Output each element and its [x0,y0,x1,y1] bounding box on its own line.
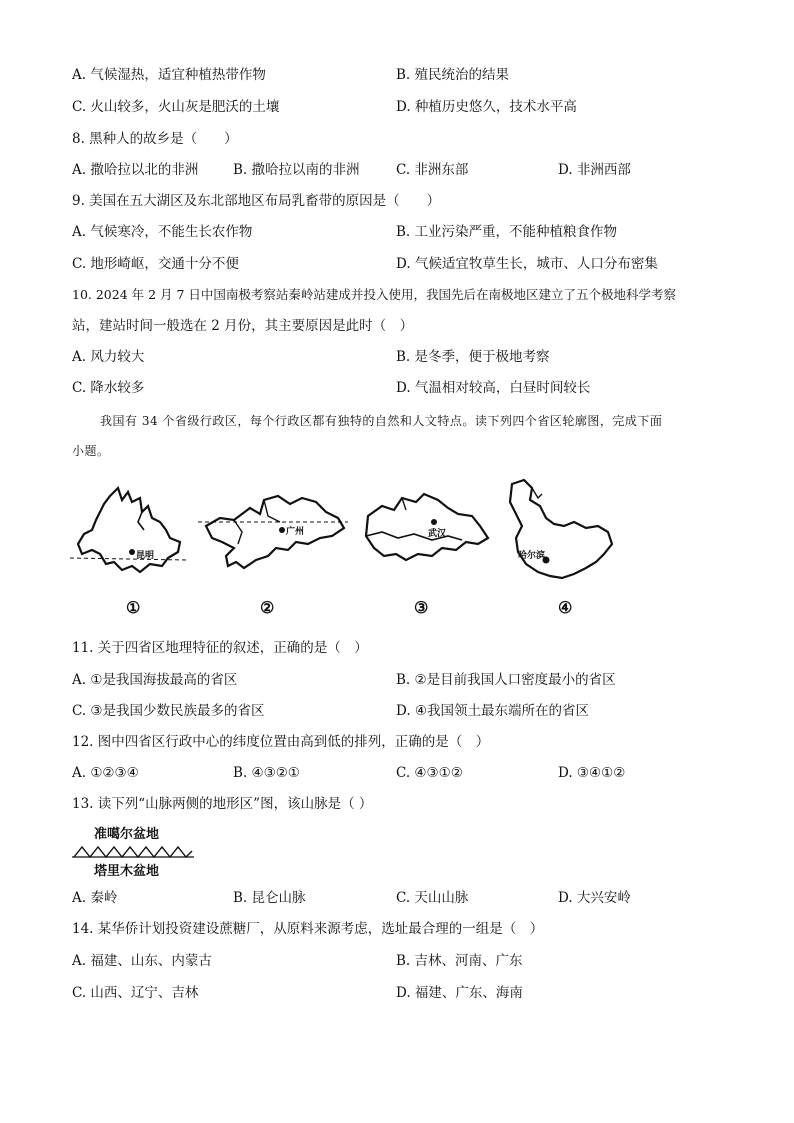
q12-option-c[interactable]: C. ④③①② [396,765,463,781]
q14-stem: 14. 某华侨计划投资建设蔗糖厂，从原料来源考虑，选址最合理的一组是（ ） [72,921,544,937]
q8-stem: 8. 黑种人的故乡是（ ） [72,131,238,147]
q10-option-a[interactable]: A. 风力较大 [72,349,145,365]
q9-option-b[interactable]: B. 工业污染严重，不能种植粮食作物 [396,224,618,240]
map4-city-label: 哈尔滨 [518,551,546,561]
province-maps [70,478,730,628]
q13-option-a[interactable]: A. 秦岭 [72,890,118,906]
map-heilongjiang [502,478,622,628]
q13-stem: 13. 读下列“山脉两侧的地形区”图，该山脉是（ ） [72,796,373,812]
q14-option-a[interactable]: A. 福建、山东、内蒙古 [72,953,212,969]
q8-option-a[interactable]: A. 撒哈拉以北的非洲 [72,162,199,178]
q11-option-a[interactable]: A. ①是我国海拔最高的省区 [72,672,238,688]
yunnan-outline [70,478,190,578]
mountain-range-symbol [72,843,196,859]
q8-option-b[interactable]: B. 撒哈拉以南的非洲 [233,162,360,178]
map2-number: ② [260,598,275,617]
q14-option-d[interactable]: D. 福建、广东、海南 [396,985,523,1001]
q12-stem: 12. 图中四省区行政中心的纬度位置由高到低的排列，正确的是（ ） [72,734,490,750]
q13-option-d[interactable]: D. 大兴安岭 [558,890,631,906]
q13-option-c[interactable]: C. 天山山脉 [396,890,469,906]
heilongjiang-outline [502,478,622,590]
q11-option-b[interactable]: B. ②是目前我国人口密度最小的省区 [396,672,616,688]
q10-option-b[interactable]: B. 是冬季，便于极地考察 [396,349,550,365]
q9-stem: 9. 美国在五大湖区及东北部地区布局乳畜带的原因是（ ） [72,193,441,209]
intro-line1: 我国有 34 个省级行政区，每个行政区都有独特的自然和人文特点。读下列四个省区轮廓图，完成下面 [100,414,663,428]
map-hubei [362,478,492,628]
map3-city-label: 武汉 [428,529,447,539]
map-guangdong [198,478,358,628]
q7-option-b[interactable]: B. 殖民统治的结果 [396,67,510,83]
q11-stem: 11. 关于四省区地理特征的叙述，正确的是（ ） [72,640,368,656]
q11-option-d[interactable]: D. ④我国领土最东端所在的省区 [396,703,590,719]
q10-option-d[interactable]: D. 气温相对较高，白昼时间较长 [396,380,591,396]
q10-stem-line1: 10. 2024 年 2 月 7 日中国南极考察站秦岭站建成并投入使用，我国先后在南极地区建立了五个极地科学考察 [72,287,676,302]
map2-city-label: 广州 [286,527,305,537]
mountain-bottom-label: 塔里木盆地 [94,864,160,879]
q12-option-b[interactable]: B. ④③②① [233,765,300,781]
q8-option-c[interactable]: C. 非洲东部 [396,162,469,178]
hubei-outline [362,478,492,578]
q8-option-d[interactable]: D. 非洲西部 [558,162,631,178]
q13-option-b[interactable]: B. 昆仑山脉 [233,890,306,906]
q7-option-c[interactable]: C. 火山较多，火山灰是肥沃的土壤 [72,99,280,115]
intro-line2: 小题。 [72,444,110,458]
q9-option-a[interactable]: A. 气候寒冷，不能生长农作物 [72,224,253,240]
guangdong-outline [198,478,358,578]
map4-number: ④ [558,598,573,617]
q11-option-c[interactable]: C. ③是我国少数民族最多的省区 [72,703,265,719]
q10-stem-line2: 站，建站时间一般选在 2 月份，其主要原因是此时（ ） [72,318,414,334]
q10-option-c[interactable]: C. 降水较多 [72,380,145,396]
q12-option-d[interactable]: D. ③④①② [558,765,626,781]
map1-number: ① [126,598,141,617]
map-yunnan [70,478,190,628]
map1-city-label: 昆明 [136,551,155,561]
q14-option-b[interactable]: B. 吉林、河南、广东 [396,953,523,969]
q12-option-a[interactable]: A. ①②③④ [72,765,139,781]
q7-option-a[interactable]: A. 气候湿热，适宜种植热带作物 [72,67,266,83]
q9-option-c[interactable]: C. 地形崎岖，交通十分不便 [72,256,239,272]
mountain-top-label: 准噶尔盆地 [94,827,160,842]
q7-option-d[interactable]: D. 种植历史悠久，技术水平高 [396,99,577,115]
q14-option-c[interactable]: C. 山西、辽宁、吉林 [72,985,199,1001]
q9-option-d[interactable]: D. 气候适宜牧草生长，城市、人口分布密集 [396,256,658,272]
map3-number: ③ [414,598,429,617]
